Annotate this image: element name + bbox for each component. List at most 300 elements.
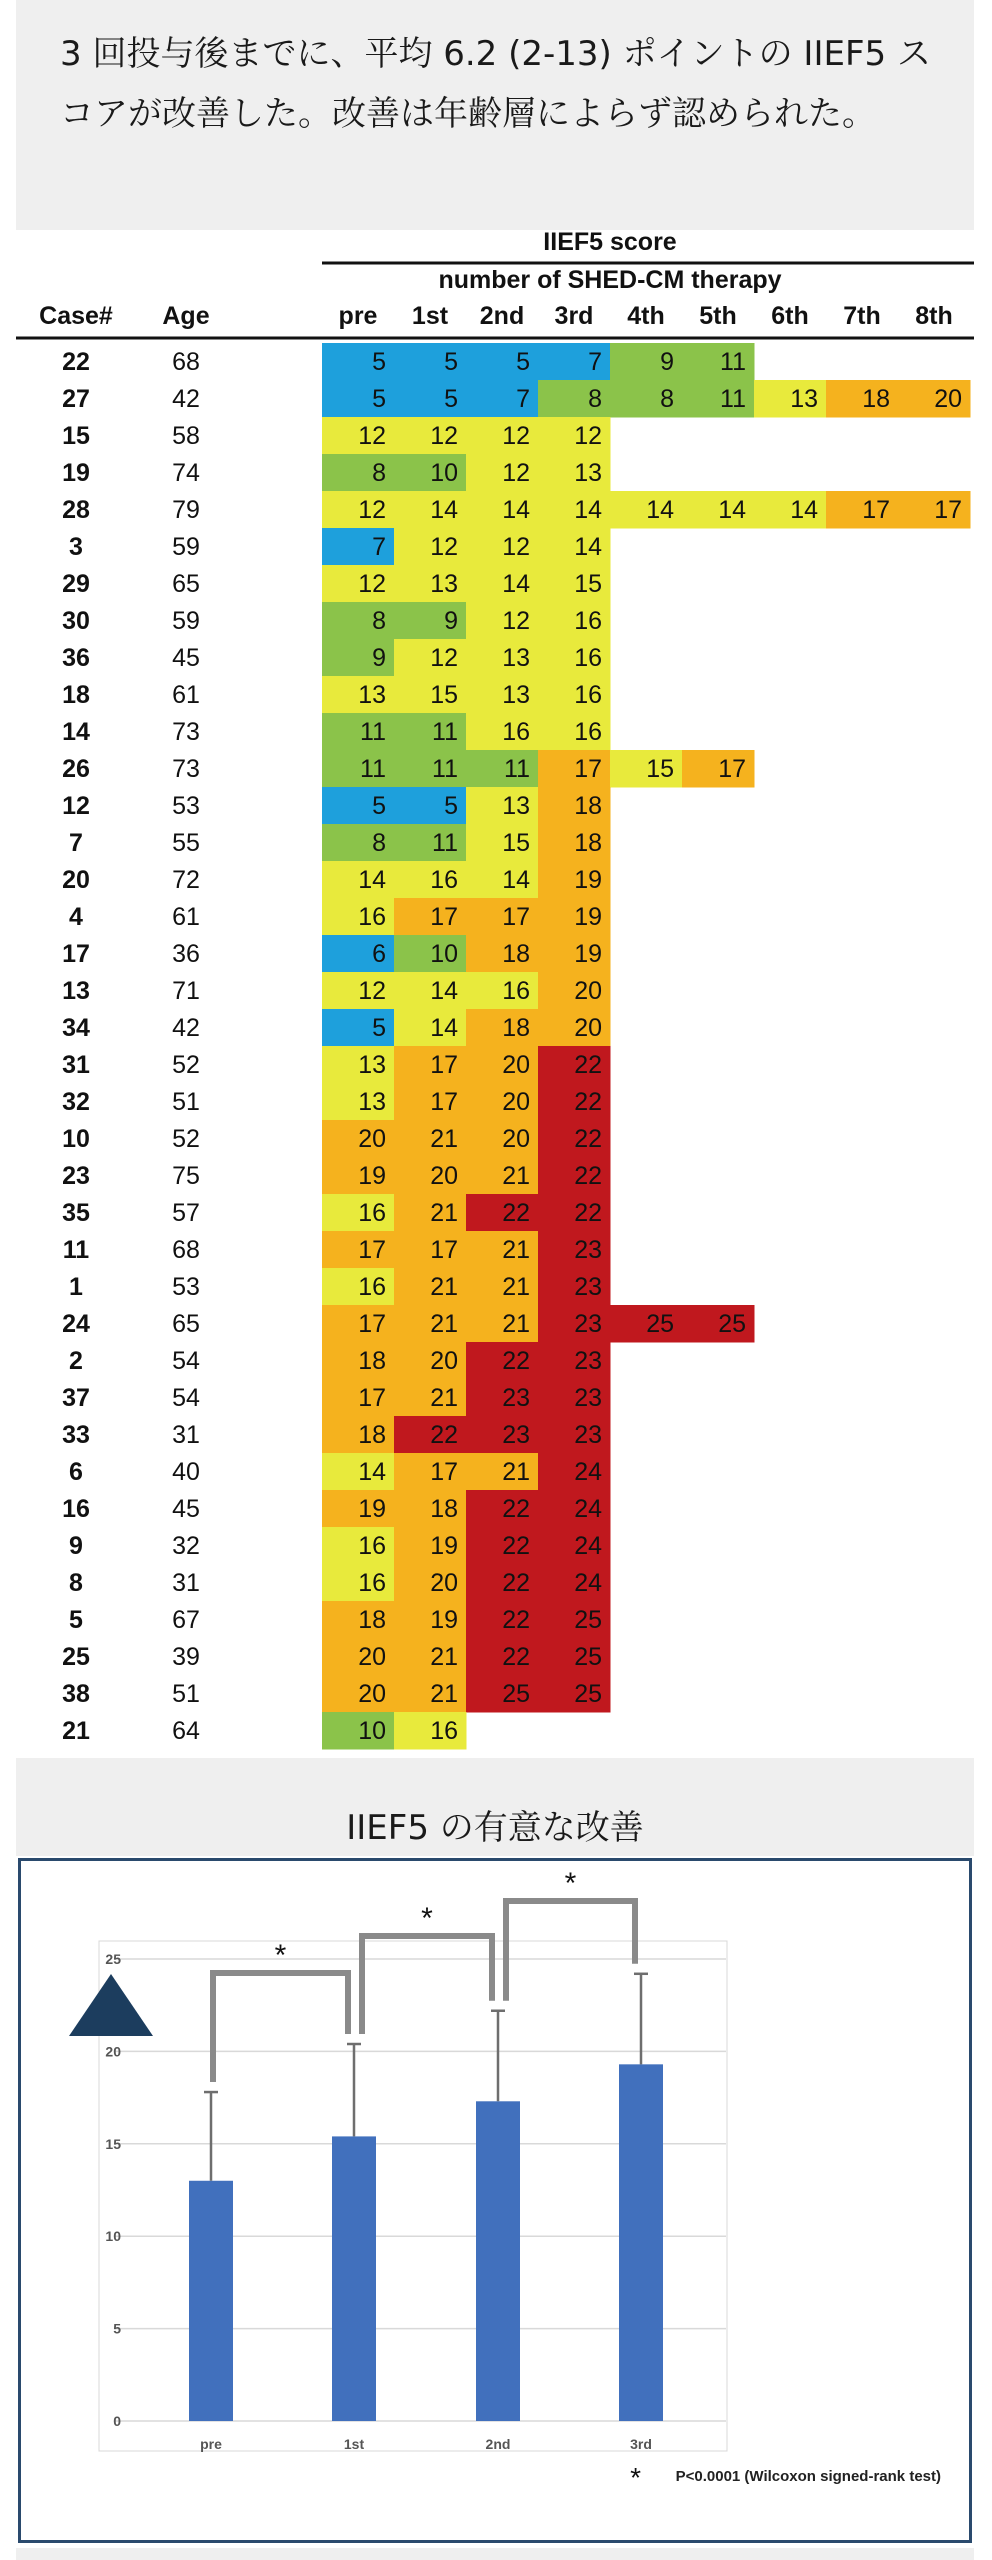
score-value: 5 [444,348,458,376]
score-value: 12 [502,459,530,487]
table-row [62,1712,466,1750]
column-header-pre: pre [338,302,378,330]
score-value: 25 [574,1643,602,1671]
score-value: 17 [430,1458,458,1486]
score-table-svg [16,228,974,1758]
case-number: 30 [62,607,90,635]
score-value: 25 [646,1310,674,1338]
table-row [62,565,610,603]
case-number: 1 [69,1273,83,1301]
score-value: 14 [574,496,602,524]
score-value: 21 [430,1310,458,1338]
score-value: 16 [574,681,602,709]
score-value: 11 [504,755,530,783]
score-value: 18 [430,1495,458,1523]
column-header-5th: 5th [699,302,737,330]
case-number: 6 [69,1458,83,1486]
table-row [62,1194,610,1232]
age-value: 59 [172,533,200,561]
score-value: 14 [358,1458,386,1486]
bar-3rd [619,2064,663,2421]
table-row [62,380,970,418]
score-value: 19 [358,1162,386,1190]
score-value: 22 [574,1199,602,1227]
score-value: 11 [432,755,458,783]
score-value: 16 [358,1199,386,1227]
score-value: 14 [430,496,458,524]
score-value: 21 [502,1310,530,1338]
score-value: 17 [358,1310,386,1338]
score-value: 18 [502,1014,530,1042]
table-row [62,1120,610,1158]
age-value: 59 [172,607,200,635]
table-row [62,1638,610,1676]
column-header-age: Age [162,302,210,330]
score-value: 22 [574,1162,602,1190]
score-value: 9 [372,644,386,672]
score-value: 8 [372,459,386,487]
y-tick-label: 15 [105,2135,121,2152]
score-value: 13 [502,681,530,709]
age-value: 68 [172,348,200,376]
triangle-icon [69,1974,153,2036]
case-number: 5 [69,1606,83,1634]
case-number: 3 [69,533,83,561]
score-value: 21 [430,1643,458,1671]
age-value: 75 [172,1162,200,1190]
score-value: 17 [430,1051,458,1079]
bar-chart-svg [21,1861,969,2540]
score-value: 12 [430,644,458,672]
y-tick-label: 20 [105,2043,121,2060]
footnote-symbol: * [630,2462,641,2493]
score-value: 22 [502,1643,530,1671]
table-row [62,1490,610,1528]
score-value: 5 [444,385,458,413]
score-value: 12 [502,422,530,450]
score-value: 19 [358,1495,386,1523]
score-value: 18 [358,1347,386,1375]
x-tick-label: 2nd [485,2436,511,2452]
score-value: 20 [574,1014,602,1042]
case-number: 27 [62,385,90,413]
score-value: 14 [646,496,674,524]
score-value: 11 [720,385,746,413]
table-row [62,861,610,899]
x-tick-label: 1st [343,2436,365,2452]
score-value: 13 [358,1088,386,1116]
score-value: 20 [358,1125,386,1153]
score-value: 25 [574,1606,602,1634]
column-header-3rd: 3rd [554,302,594,330]
case-number: 33 [62,1421,90,1449]
score-value: 20 [430,1162,458,1190]
case-number: 8 [69,1569,83,1597]
score-value: 21 [502,1236,530,1264]
age-value: 42 [172,385,200,413]
score-value: 17 [574,755,602,783]
score-value: 25 [502,1680,530,1708]
score-value: 17 [430,1088,458,1116]
age-value: 72 [172,866,200,894]
score-value: 11 [360,755,386,783]
score-value: 14 [358,866,386,894]
age-value: 68 [172,1236,200,1264]
table-row [62,713,610,751]
bar-pre [189,2181,233,2421]
score-value: 19 [574,940,602,968]
y-tick-label: 0 [113,2413,121,2429]
age-value: 53 [172,1273,200,1301]
score-value: 18 [502,940,530,968]
significance-mark: * [421,1902,433,1935]
column-header-2nd: 2nd [479,302,525,330]
score-value: 5 [516,348,530,376]
score-value: 14 [574,533,602,561]
score-value: 14 [502,866,530,894]
score-value: 12 [502,533,530,561]
iief5-score-table [16,228,974,1758]
case-number: 38 [62,1680,90,1708]
case-number: 19 [62,459,90,487]
score-value: 20 [430,1347,458,1375]
score-value: 18 [358,1421,386,1449]
age-value: 54 [172,1347,200,1375]
score-value: 23 [502,1384,530,1412]
score-value: 16 [574,718,602,746]
score-value: 14 [502,496,530,524]
table-row [62,676,610,714]
score-value: 22 [430,1421,458,1449]
score-value: 16 [574,644,602,672]
score-value: 16 [502,718,530,746]
score-value: 24 [574,1458,602,1486]
score-value: 5 [372,792,386,820]
score-value: 5 [444,792,458,820]
age-value: 32 [172,1532,200,1560]
score-value: 11 [432,718,458,746]
score-value: 5 [372,385,386,413]
score-value: 13 [358,1051,386,1079]
case-number: 9 [69,1532,83,1560]
table-row [69,898,610,936]
score-value: 17 [718,755,746,783]
score-value: 18 [862,385,890,413]
x-tick-label: pre [200,2436,222,2452]
chart-panel [18,1858,972,2543]
score-value: 17 [358,1236,386,1264]
table-row [69,1564,610,1602]
score-value: 12 [430,422,458,450]
age-value: 73 [172,718,200,746]
score-value: 21 [430,1125,458,1153]
case-number: 14 [62,718,90,746]
score-value: 12 [430,533,458,561]
case-number: 35 [62,1199,90,1227]
score-value: 23 [574,1384,602,1412]
case-number: 23 [62,1162,90,1190]
case-number: 7 [69,829,83,857]
age-value: 61 [172,903,200,931]
score-value: 11 [720,348,746,376]
score-value: 21 [430,1199,458,1227]
section-title: IIEF5 の有意な改善 [346,1808,644,1848]
case-number: 28 [62,496,90,524]
significance-bracket [506,1901,635,2001]
case-number: 31 [62,1051,90,1079]
age-value: 39 [172,1643,200,1671]
score-value: 15 [646,755,674,783]
score-value: 15 [574,570,602,598]
table-row [69,1268,610,1306]
score-value: 22 [574,1088,602,1116]
score-value: 16 [430,866,458,894]
score-value: 19 [574,866,602,894]
bar-2nd [476,2101,520,2421]
score-value: 24 [574,1495,602,1523]
score-value: 14 [430,1014,458,1042]
score-value: 20 [358,1680,386,1708]
age-value: 31 [172,1569,200,1597]
score-value: 19 [430,1606,458,1634]
score-value: 13 [502,792,530,820]
age-value: 51 [172,1088,200,1116]
score-value: 14 [502,570,530,598]
case-number: 10 [62,1125,90,1153]
score-value: 20 [934,385,962,413]
score-value: 20 [430,1569,458,1597]
table-row [62,1157,610,1195]
case-number: 21 [62,1717,90,1745]
score-value: 14 [718,496,746,524]
score-value: 12 [358,977,386,1005]
case-number: 20 [62,866,90,894]
score-value: 17 [502,903,530,931]
age-value: 52 [172,1125,200,1153]
table-row [62,1009,610,1047]
age-value: 61 [172,681,200,709]
score-value: 21 [502,1162,530,1190]
table-subtitle: number of SHED-CM therapy [438,266,782,294]
score-value: 7 [372,533,386,561]
score-value: 15 [430,681,458,709]
score-value: 6 [372,940,386,968]
table-row [62,602,610,640]
significance-bracket [213,1973,348,2082]
table-row [62,1046,610,1084]
score-value: 20 [502,1125,530,1153]
score-value: 22 [502,1532,530,1560]
age-value: 79 [172,496,200,524]
table-row [62,1083,610,1121]
y-tick-label: 25 [105,1951,121,1967]
table-row [62,1416,610,1454]
case-number: 32 [62,1088,90,1116]
score-value: 23 [574,1310,602,1338]
case-number: 16 [62,1495,90,1523]
score-value: 11 [360,718,386,746]
score-value: 22 [502,1199,530,1227]
score-value: 23 [574,1236,602,1264]
case-number: 34 [62,1014,90,1042]
age-value: 71 [172,977,200,1005]
age-value: 74 [172,459,200,487]
score-value: 8 [372,607,386,635]
case-number: 2 [69,1347,83,1375]
score-value: 25 [574,1680,602,1708]
score-value: 16 [502,977,530,1005]
score-value: 20 [502,1088,530,1116]
age-value: 52 [172,1051,200,1079]
table-row [62,491,970,529]
score-value: 24 [574,1532,602,1560]
case-number: 24 [62,1310,90,1338]
score-value: 16 [574,607,602,635]
age-value: 53 [172,792,200,820]
table-row [69,824,610,862]
intro-text: 3 回投与後までに、平均 6.2 (2-13) ポイントの IIEF5 スコアが改善した。改善は年齢層によらず認められた。 [60,34,931,134]
score-value: 16 [358,1273,386,1301]
score-value: 23 [502,1421,530,1449]
column-header-7th: 7th [843,302,881,330]
case-number: 22 [62,348,90,376]
table-row [69,528,610,566]
table-row [62,1305,754,1343]
score-value: 5 [372,348,386,376]
case-number: 15 [62,422,90,450]
score-value: 18 [574,792,602,820]
score-value: 11 [432,829,458,857]
score-value: 13 [358,681,386,709]
score-value: 22 [502,1347,530,1375]
case-number: 36 [62,644,90,672]
table-row [62,1675,610,1713]
score-value: 25 [718,1310,746,1338]
case-number: 26 [62,755,90,783]
score-value: 12 [358,570,386,598]
intro-panel [16,0,974,230]
score-value: 22 [502,1606,530,1634]
age-value: 31 [172,1421,200,1449]
case-number: 4 [69,903,83,931]
score-value: 20 [574,977,602,1005]
significance-mark: * [564,1867,577,1900]
score-value: 17 [430,903,458,931]
age-value: 51 [172,1680,200,1708]
score-value: 21 [502,1458,530,1486]
case-number: 25 [62,1643,90,1671]
age-value: 65 [172,570,200,598]
score-value: 12 [358,422,386,450]
column-header-4th: 4th [627,302,665,330]
score-value: 20 [502,1051,530,1079]
score-value: 22 [502,1569,530,1597]
score-value: 21 [430,1680,458,1708]
score-value: 22 [574,1051,602,1079]
table-row [62,750,754,788]
column-header-8th: 8th [915,302,953,330]
x-tick-label: 3rd [630,2436,652,2452]
case-number: 37 [62,1384,90,1412]
section-header [16,1758,974,1856]
y-tick-label: 10 [105,2228,121,2245]
age-value: 40 [172,1458,200,1486]
age-value: 45 [172,1495,200,1523]
score-value: 12 [358,496,386,524]
score-value: 13 [574,459,602,487]
bottom-strip [16,2548,974,2560]
table-row [62,1379,610,1417]
score-value: 9 [444,607,458,635]
score-value: 16 [430,1717,458,1745]
case-number: 17 [62,940,90,968]
age-value: 65 [172,1310,200,1338]
score-value: 23 [574,1273,602,1301]
score-value: 10 [358,1717,386,1745]
table-row [62,639,610,677]
age-value: 73 [172,755,200,783]
score-value: 7 [516,385,530,413]
score-value: 22 [502,1495,530,1523]
significance-mark: * [274,1939,287,1972]
table-row [62,972,610,1010]
table-title: IIEF5 score [543,228,677,256]
table-row [69,1342,610,1380]
score-value: 22 [574,1125,602,1153]
score-value: 23 [574,1347,602,1375]
score-value: 23 [574,1421,602,1449]
score-value: 21 [502,1273,530,1301]
age-value: 58 [172,422,200,450]
age-value: 55 [172,829,200,857]
case-number: 18 [62,681,90,709]
table-row [62,454,610,492]
score-value: 10 [430,940,458,968]
score-value: 14 [430,977,458,1005]
table-row [62,417,610,455]
age-value: 54 [172,1384,200,1412]
score-value: 21 [430,1273,458,1301]
score-value: 13 [790,385,818,413]
score-value: 16 [358,1532,386,1560]
table-row [69,1453,610,1491]
score-value: 18 [574,829,602,857]
score-value: 12 [502,607,530,635]
score-value: 8 [372,829,386,857]
age-value: 67 [172,1606,200,1634]
score-value: 7 [588,348,602,376]
score-value: 10 [430,459,458,487]
score-value: 17 [934,496,962,524]
score-value: 13 [430,570,458,598]
age-value: 42 [172,1014,200,1042]
score-value: 24 [574,1569,602,1597]
score-value: 8 [660,385,674,413]
case-number: 12 [62,792,90,820]
table-row [69,1601,610,1639]
score-value: 12 [574,422,602,450]
significance-bracket [362,1936,492,2034]
score-value: 15 [502,829,530,857]
table-row [63,1231,611,1269]
y-tick-label: 5 [113,2320,121,2337]
table-row [62,935,610,973]
case-number: 13 [62,977,90,1005]
age-value: 36 [172,940,200,968]
bar-1st [332,2136,376,2421]
score-value: 21 [430,1384,458,1412]
score-value: 9 [660,348,674,376]
